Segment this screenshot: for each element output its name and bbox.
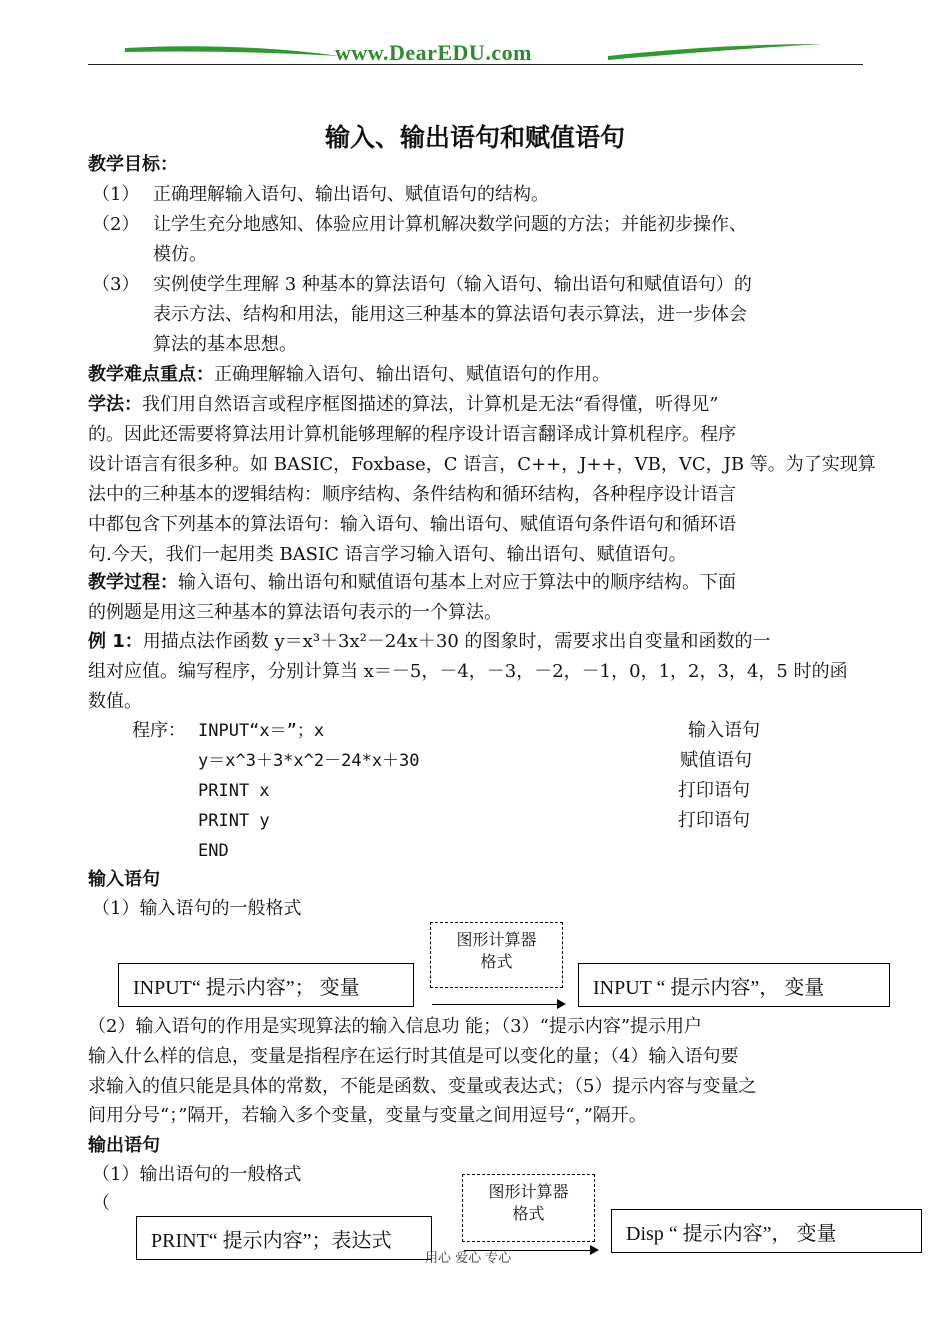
goal-num: （2） bbox=[92, 214, 140, 235]
example-line: 组对应值。编写程序，分别计算当 x＝－5，－4，－3，－2，－1，0，1，2，3，4，5 时的函 bbox=[88, 661, 848, 682]
program-code-line: PRINT y bbox=[198, 811, 270, 831]
input-subheading: （1）输入语句的一般格式 bbox=[92, 898, 302, 919]
process-line bbox=[88, 568, 736, 598]
example-line: 数值。 bbox=[88, 691, 142, 712]
example-text: 用描点法作函数 y＝x³＋3x²－24x＋30 的图象时，需要求出自变量和函数的一 bbox=[142, 631, 771, 652]
input-calc-format-box bbox=[430, 922, 563, 988]
method-label: 学法： bbox=[88, 394, 142, 415]
difficulty-line bbox=[88, 360, 610, 390]
program-code-line: INPUT“x＝”；x bbox=[198, 721, 325, 741]
goal-line: 实例使学生理解 3 种基本的算法语句（输入语句、输出语句和赋值语句）的 bbox=[153, 274, 752, 295]
output-calc-format-box bbox=[462, 1174, 595, 1242]
method-text: 我们用自然语言或程序框图描述的算法，计算机是无法“看得懂，听得见” bbox=[142, 394, 719, 415]
process-line: 的例题是用这三种基本的算法语句表示的一个算法。 bbox=[88, 602, 502, 623]
calc-label: 图形计算器 bbox=[488, 1182, 569, 1201]
calc-label: 格式 bbox=[480, 952, 513, 971]
method-line: 设计语言有很多种。如 BASIC，Foxbase，C 语言，C++，J++，VB，VC，JB 等。为了实现算 bbox=[88, 454, 876, 475]
program-code-line: END bbox=[198, 841, 229, 861]
example-label: 例 1： bbox=[88, 631, 143, 652]
goal-num: （3） bbox=[92, 274, 140, 295]
goals-heading: 教学目标： bbox=[88, 154, 178, 175]
program-note: 输入语句 bbox=[688, 720, 760, 741]
input-desc-line: （2）输入语句的作用是实现算法的输入信息功 能；（3）“提示内容”提示用户 bbox=[88, 1016, 703, 1037]
page-footer: 用心 爱心 专心 bbox=[425, 1251, 512, 1266]
goal-line: 正确理解输入语句、输出语句、赋值语句的结构。 bbox=[153, 184, 549, 205]
method-line: 中都包含下列基本的算法语句：输入语句、输出语句、赋值语句条件语句和循环语 bbox=[88, 514, 736, 535]
process-label: 教学过程： bbox=[88, 572, 178, 593]
program-note: 打印语句 bbox=[678, 780, 750, 801]
header-swoosh-left bbox=[125, 40, 340, 64]
header-rule bbox=[88, 64, 863, 65]
goal-num: （1） bbox=[92, 184, 140, 205]
example-line bbox=[88, 627, 771, 657]
header-swoosh-right bbox=[608, 38, 823, 62]
output-paren: （ bbox=[92, 1193, 110, 1214]
input-desc-line: 输入什么样的信息，变量是指程序在运行时其值是可以变化的量；（4）输入语句要 bbox=[88, 1046, 739, 1067]
input-desc-line: 间用分号“；”隔开，若输入多个变量，变量与变量之间用逗号“，”隔开。 bbox=[88, 1105, 647, 1126]
output-format-box: PRINT“ 提示内容”；表达式 bbox=[136, 1216, 432, 1260]
method-line bbox=[88, 390, 718, 420]
method-line: 句.今天，我们一起用类 BASIC 语言学习输入语句、输出语句、赋值语句。 bbox=[88, 544, 687, 565]
input-arrow bbox=[432, 1004, 564, 1005]
method-line: 的。因此还需要将算法用计算机能够理解的程序设计语言翻译成计算机程序。程序 bbox=[88, 424, 736, 445]
goal-line: 模仿。 bbox=[153, 244, 207, 265]
input-calc-syntax-box: INPUT “ 提示内容”， 变量 bbox=[578, 963, 890, 1007]
goal-line: 算法的基本思想。 bbox=[153, 334, 297, 355]
goal-line: 让学生充分地感知、体验应用计算机解决数学问题的方法；并能初步操作、 bbox=[153, 214, 747, 235]
output-calc-syntax-box: Disp “ 提示内容”， 变量 bbox=[611, 1209, 922, 1253]
calc-label: 图形计算器 bbox=[456, 930, 537, 949]
difficulty-label: 教学难点重点： bbox=[88, 364, 214, 385]
goal-line: 表示方法、结构和用法，能用这三种基本的算法语句表示算法，进一步体会 bbox=[153, 304, 747, 325]
input-heading: 输入语句 bbox=[88, 869, 160, 890]
input-desc-line: 求输入的值只能是具体的常数，不能是函数、变量或表达式；（5）提示内容与变量之 bbox=[88, 1076, 757, 1097]
program-note: 赋值语句 bbox=[680, 750, 752, 771]
input-format-box: INPUT“ 提示内容”； 变量 bbox=[118, 963, 414, 1007]
program-prefix: 程序： bbox=[132, 720, 186, 741]
difficulty-text: 正确理解输入语句、输出语句、赋值语句的作用。 bbox=[214, 364, 610, 385]
program-note: 打印语句 bbox=[678, 810, 750, 831]
page-title: 输入、输出语句和赋值语句 bbox=[324, 123, 625, 152]
output-heading: 输出语句 bbox=[88, 1135, 160, 1156]
site-logo: www.DearEDU.com bbox=[335, 40, 532, 65]
output-subheading: （1）输出语句的一般格式 bbox=[92, 1164, 302, 1185]
program-code-line: y＝x^3＋3*x^2－24*x＋30 bbox=[198, 751, 420, 771]
calc-label: 格式 bbox=[512, 1204, 545, 1223]
program-code-line: PRINT x bbox=[198, 781, 270, 801]
method-line: 法中的三种基本的逻辑结构：顺序结构、条件结构和循环结构，各种程序设计语言 bbox=[88, 484, 736, 505]
process-text: 输入语句、输出语句和赋值语句基本上对应于算法中的顺序结构。下面 bbox=[178, 572, 736, 593]
